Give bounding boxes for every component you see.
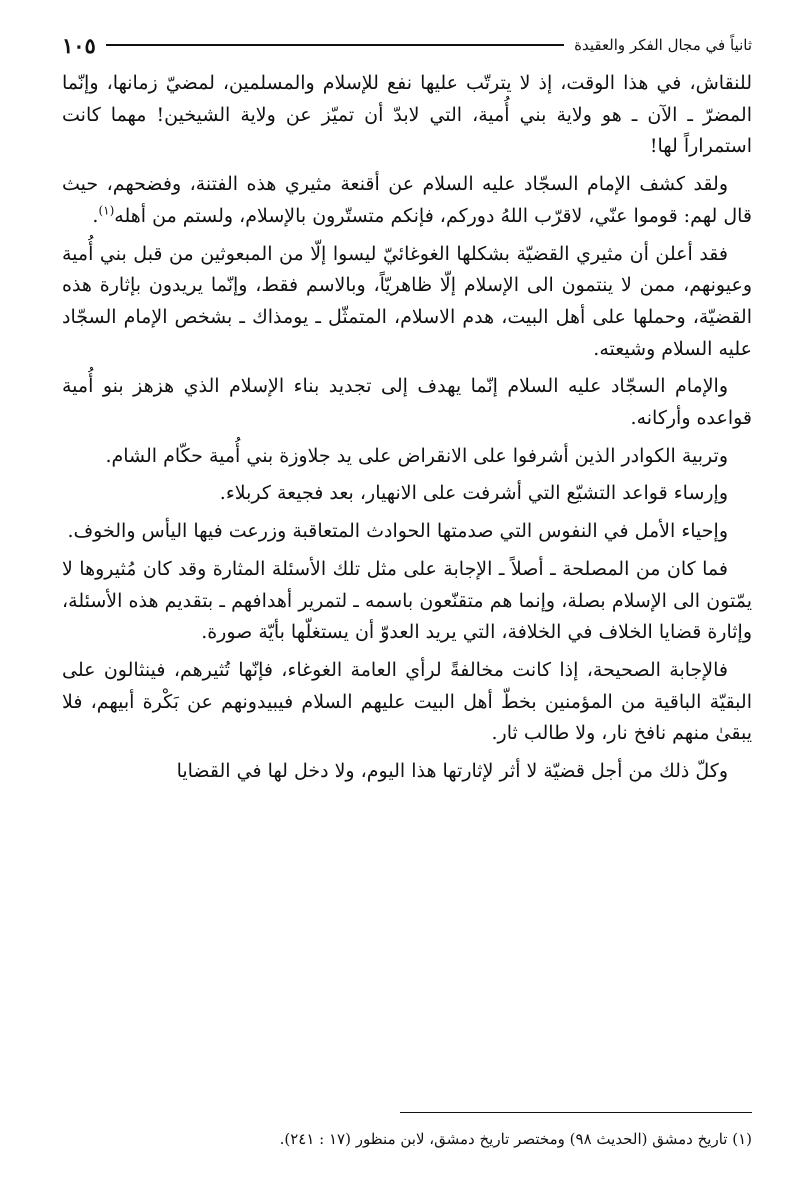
- footnote: (١) تاريخ دمشق (الحديث ٩٨) ومختصر تاريخ دمشق، لابن منظور (١٧ : ٢٤١).: [279, 1130, 752, 1148]
- paragraph: وإحياء الأمل في النفوس التي صدمتها الحوادث المتعاقبة وزرعت فيها اليأس والخوف.: [67, 520, 728, 543]
- paragraph: وتربية الكوادر الذين أشرفوا على الانقراض على يد جلاوزة بني أُمية حكّام الشام.: [105, 444, 728, 467]
- paragraph: فالإجابة الصحيحة، إذا كانت مخالفةً لرأي العامة الغوغاء، فإنّها تُثيرهم، فينثالون على البقيّة الباقية من المؤمنين بخطّ أهل البيت عليهم السلام فيبيدونهم عن بَكْرة أبيهم، فلا يبقىٰ منهم نافخ نار، ولا طالب ثار.: [62, 658, 752, 745]
- header-title: ثانياً في مجال الفكر والعقيدة: [574, 36, 752, 54]
- paragraph: والإمام السجّاد عليه السلام إنّما يهدف إلى تجديد بناء الإسلام الذي هزهز بنو أُمية قواعده وأركانه.: [62, 375, 752, 430]
- body-text: [62, 68, 752, 788]
- paragraph-text: ولقد كشف الإمام السجّاد عليه السلام عن أقنعة مثيري هذه الفتنة، وفضحهم، حيث قال لهم: قوموا عنّي، لاقرّب اللهُ دوركم، فإنكم متستّرون بالإسلام، ولستم من أهله: [62, 173, 752, 227]
- paragraph: فقد أعلن أن مثيري القضيّة بشكلها الغوغائيّ ليسوا إلّا من المبعوثين من قبل بني أُمية وعيونهم، ممن لا ينتمون الى الإسلام إلّا ظاهريّاً، وبالاسم فقط، وإنّما يريدون بإثارة هذه القضيّة، وحملها على أهل البيت، هدم الاسلام، المتمثّل ـ يومذاك ـ بشخص الإمام السجّاد عليه السلام وشيعته.: [62, 242, 752, 360]
- paragraph: فما كان من المصلحة ـ أصلاً ـ الإجابة على مثل تلك الأسئلة المثارة وقد كان مُثيروها لا يمّتون الى الإسلام بصلة، وإنما هم متقنّعون باسمه ـ لتمرير أهدافهم ـ بتقديم هذه الأسئلة، وإثارة قضايا الخلاف في الخلافة، التي يريد العدوّ أن يستغلّها بأيّة صورة.: [62, 557, 752, 644]
- header-rule: [106, 44, 564, 46]
- paragraph: للنقاش، في هذا الوقت، إذ لا يترتّب عليها نفع للإسلام والمسلمين، لمضيّ زمانها، وإنّما المضرّ ـ الآن ـ هو ولاية بني أُمية، التي لابدّ أن تميّز عن ولاية الشيخين! مهما كانت استمراراً لها!: [62, 72, 752, 158]
- footnote-separator: [400, 1112, 752, 1113]
- footnote-reference[interactable]: (١): [98, 203, 115, 218]
- page-content: [62, 30, 752, 794]
- running-header: [62, 30, 752, 60]
- paragraph: وإرساء قواعد التشيّع التي أشرفت على الانهيار، بعد فجيعة كربلاء.: [219, 482, 728, 505]
- paragraph: ولقد كشف الإمام السجّاد عليه السلام عن أقنعة مثيري هذه الفتنة، وفضحهم، حيث قال لهم: قوموا عنّي، لاقرّب اللهُ دوركم، فإنكم متستّرون بالإسلام، ولستم من أهله$^{(١)}$.: [62, 173, 752, 227]
- paragraph: وكلّ ذلك من أجل قضيّة لا أثر لإثارتها هذا اليوم، ولا دخل لها في القضايا: [176, 760, 728, 783]
- page-number: ١٠٥: [62, 32, 96, 58]
